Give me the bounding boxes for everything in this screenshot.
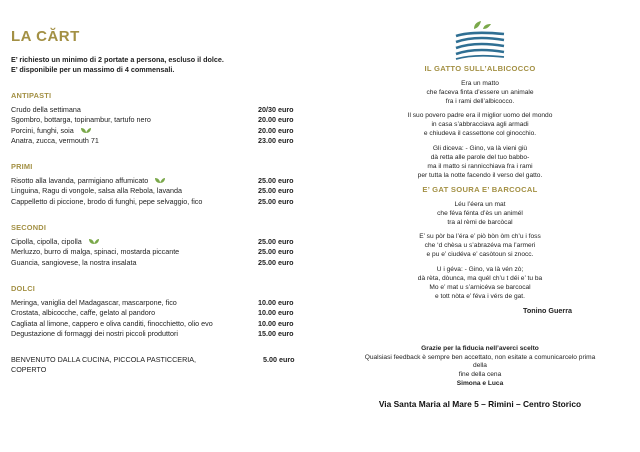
extra-label: BENVENUTO DALLA CUCINA, PICCOLA PASTICCERIA, [11,355,197,365]
dish-name: Cagliata al limone, cappero e oliva canditi, finocchietto, olio evo [11,318,213,328]
dish-price: 20.00 euro [258,115,294,125]
poem-line: Léu l’éera un mat [454,200,506,208]
poem-line: che ‘d chèsa u s’abrazéva ma l’armeri [424,242,536,250]
menu-item [11,126,311,136]
poem-column [360,20,600,409]
dish-name: Crudo della settimana [11,105,81,114]
poem-line: per tutta la notte facendo il verso del gatto. [417,171,543,179]
section-title: ANTIPASTI [11,91,52,100]
poem-stanza [360,111,600,138]
poem-line: Il suo povero padre era il miglior uomo del mondo [407,112,553,120]
menu-item [11,308,311,318]
menu-intro [11,55,311,75]
menu-section [11,223,311,268]
dish-name: Degustazione di formaggi dei nostri piccoli produttori [11,328,178,338]
poem-title-dialect: E’ GAT SOURA E’ BARCOCAL [422,184,538,194]
menu-title: LA CĂRT [11,28,80,45]
poem-italian [360,79,600,180]
dish-name: Linguina, Ragu di vongole, salsa alla Rebola, lavanda [11,186,183,196]
address: Via Santa Maria al Mare 5 – Rimini – Centro Storico [378,398,582,409]
thanks-line: Grazie per la fiducia nell’averci scelto [421,344,539,352]
feedback-line: Qualsiasi feedback è sempre ben accettato, non esitate a comunicarcelo prima della [364,353,596,370]
poem-stanza [360,144,600,180]
dish-price: 15.00 euro [258,328,294,338]
poem-line: che féva fénta d’ès un animél [437,210,523,218]
menu-section [11,91,311,146]
menu-item [11,186,311,196]
extra-charges [11,355,311,376]
poem-line: che faceva finta d’essere un animale [426,89,534,97]
intro-line: E’ disponibile per un massimo di 4 commensali. [11,65,175,74]
extra-label: COPERTO [11,365,47,375]
dish-name: Merluzzo, burro di malga, spinaci, mostarda piccante [11,247,180,257]
dish-price: 25.00 euro [258,257,294,267]
dish-name: Risotto alla lavanda, parmigiano affumicato [11,176,149,186]
dish-price: 20.00 euro [258,125,294,135]
feedback-line: fine della cena [458,371,502,379]
poem-stanza [360,232,600,259]
poem-line: e chiudeva il cassettone col ginocchio. [423,130,537,138]
menu-item [11,197,311,207]
poem-line: e pu e’ ciudéva e’ casòtoun si znocc. [426,251,534,259]
poem-line: E’ su pòr ba l’éra e’ piò bòn òm ch’u i foss [419,233,541,241]
dish-price: 25.00 euro [258,186,294,196]
footer-thanks [360,345,600,389]
dish-price: 10.00 euro [258,297,294,307]
dish-name: Guancia, sangiovese, la nostra insalata [11,257,137,267]
dish-price: 25.00 euro [258,237,294,247]
menu-item [11,319,311,329]
dish-name: Cipolla, cipolla, cipolla [11,237,82,247]
dish-price: 25.00 euro [258,196,294,206]
dish-name: Anatra, zucca, vermouth 71 [11,135,99,145]
dish-price: 10.00 euro [258,308,294,318]
dish-name: Crostata, albicocche, caffe, gelato al pandoro [11,308,156,318]
poem-stanza [360,200,600,227]
menu-item [11,115,311,125]
dish-name: Cappelletto di piccione, brodo di funghi, pepe selvaggio, fico [11,196,203,206]
menu-column [11,28,311,376]
dish-price: 23.00 euro [258,135,294,145]
menu-item [11,105,311,115]
menu-section [11,162,311,207]
dish-name: Porcini, funghi, soia [11,125,74,135]
poem-line: U i géva: - Gino, va là vén zò; [436,265,524,273]
poem-dialect [360,200,600,301]
menu-item [11,176,311,186]
poem-stanza [360,79,600,106]
poem-line: fra i rami dell’albicocco. [445,98,515,106]
poem-line: dà rèta, dòunca, ma quél ch’u t déi e’ tu ba [417,274,543,282]
section-title: SECONDI [11,223,47,233]
vegetarian-leaf-icon [80,126,92,134]
vegetarian-leaf-icon [88,237,100,245]
poem-line: Mo e’ mat u s’arnicéva se barcocal [429,283,531,291]
vegetarian-leaf-icon [154,176,166,184]
dish-name: Sgombro, bottarga, topinambur, tartufo nero [11,115,151,125]
poem-line: e tott nòta e’ féva i vérs de gat. [435,292,525,300]
dish-price: 10.00 euro [258,318,294,328]
poem-author: Tonino Guerra [523,305,572,315]
extra-price: 5.00 euro [263,355,295,365]
section-title: PRIMI [11,162,33,172]
menu-section [11,284,311,339]
poem-line: Era un matto [461,80,499,87]
dish-name: Meringa, vaniglia del Madagascar, mascarpone, fico [11,297,177,307]
poem-line: Gli diceva: - Gino, va là vieni giù [432,144,528,152]
poem-stanza [360,265,600,301]
signature: Simona e Luca [456,380,504,388]
poem-line: tra al rèmi de barcòcal [447,219,513,227]
dish-price: 20/30 euro [258,105,294,114]
dish-price: 25.00 euro [258,247,294,257]
poem-title-italian: IL GATTO SULL’ALBICOCCO [424,64,536,73]
poem-line: dà retta alle parole del tuo babbo- [430,153,530,161]
section-title: DOLCI [11,283,35,293]
menu-item [11,237,311,247]
menu-item [11,247,311,257]
menu-item [11,298,311,308]
poem-line: in casa s’abbracciava agli armadi [431,121,529,129]
menu-item [11,258,311,268]
intro-line: E’ richiesto un minimo di 2 portate a persona, escluso il dolce. [11,55,224,64]
poem-line: ma il matto si rannicchiava fra i rami [427,162,533,170]
menu-item [11,329,311,339]
logo-waves-icon [454,20,506,60]
dish-price: 25.00 euro [258,176,294,186]
menu-item [11,136,311,146]
